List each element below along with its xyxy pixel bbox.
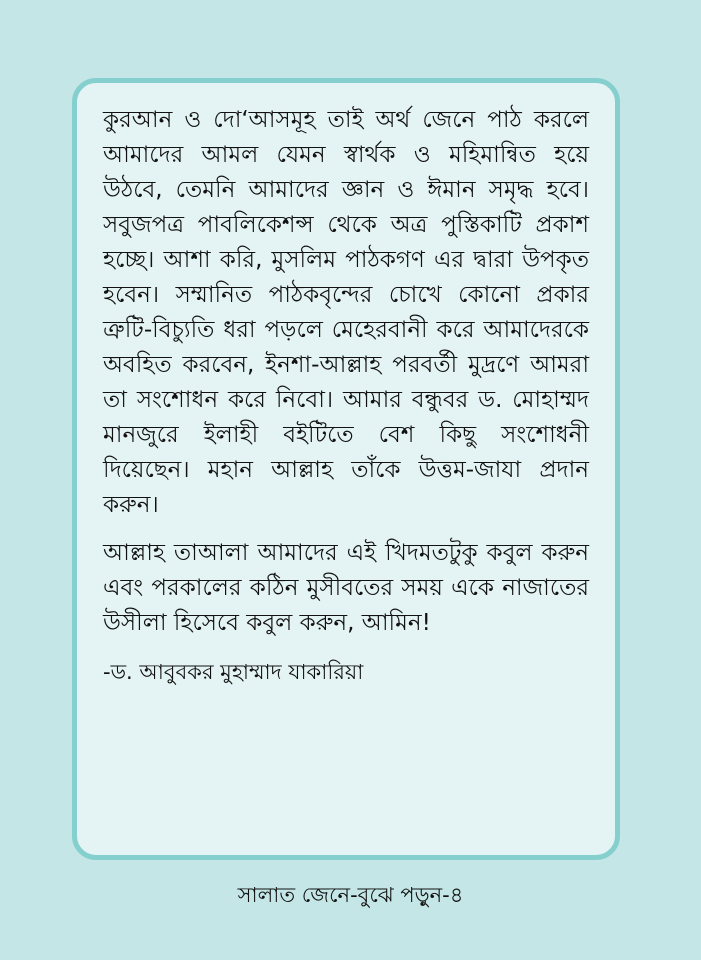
author-signature: -ড. আবুবকর মুহাম্মাদ যাকারিয়া (103, 660, 364, 684)
body-paragraph-1: কুরআন ও দো‘আসমূহ তাই অর্থ জেনে পাঠ করলে আমাদের আমল যেমন স্বার্থক ও মহিমান্বিত হয়ে উঠবে, তেমনি আমাদের জ্ঞান ও ঈমান সমৃদ্ধ হবে। সবুজপত্র পাবলিকেশন্স থেকে অত্র পুস্তিকাটি প্রকাশ হচ্ছে। আশা করি, মুসলিম পাঠকগণ এর দ্বারা উপকৃত হবেন। সম্মানিত পাঠকবৃন্দের চোখে কোনো প্রকার ত্রুটি-বিচ্যুতি ধরা পড়লে মেহেরবানী করে আমাদেরকে অবহিত করবেন, ইনশা-আল্লাহ পরবর্তী মুদ্রণে আমরা তা সংশোধন করে নিবো। আমার বন্ধুবর ড. মোহাম্মদ মানজুরে ইলাহী বইটিতে বেশ কিছু সংশোধনী দিয়েছেন। মহান আল্লাহ তাঁকে উত্তম-জাযা প্রদান করুন। (103, 107, 589, 518)
body-paragraph-2: আল্লাহ তাআলা আমাদের এই খিদমতটুকু কবুল করুন এবং পরকালের কঠিন মুসীবতের সময় একে নাজাতের উসীলা হিসেবে কবুল করুন, আমিন! (103, 540, 589, 636)
page-footer: সালাত জেনে-বুঝে পড়ুন-৪ (237, 883, 464, 907)
text-box (72, 78, 620, 860)
